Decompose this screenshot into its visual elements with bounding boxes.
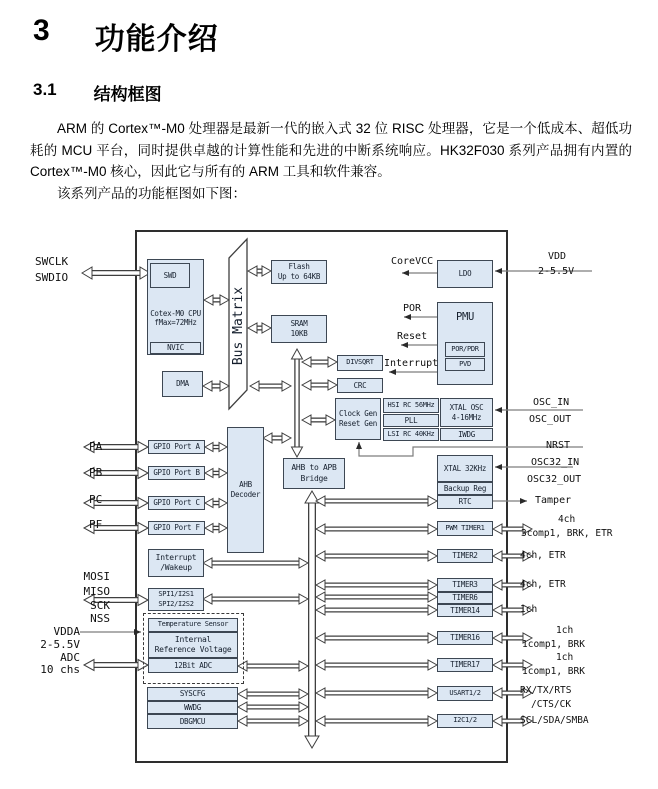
block-wwdg [147, 701, 238, 714]
block-timer3 [437, 578, 493, 592]
pin-usart-detail-1: RX/TX/RTS [520, 685, 572, 696]
subsection-number: 3.1 [33, 80, 57, 99]
pin-timer16-detail: 1comp1, BRK [522, 639, 585, 650]
section-number: 3 [33, 14, 51, 47]
ldo-label: LDO [458, 269, 472, 279]
block-gpio-c [148, 496, 205, 510]
block-dbgmcu [147, 714, 238, 729]
block-i2c [437, 714, 493, 728]
pin-timer14-detail: 1ch [520, 604, 538, 615]
interrupt-wakeup-label-2: /Wakeup [160, 563, 192, 572]
timer2-label: TIMER2 [452, 551, 478, 561]
paragraph-1: ARM 的 Cortex™-M0 处理器是最新一代的嵌入式 32 位 RISC 处理器，它是一个低成本、超低功耗的 MCU 平台，同时提供卓越的计算性能和先进的中断系统响应。HK32F030 系列产品拥有内置的 Cortex™-M0 核心，因此它与所有的 ARM 工具和软件兼容。 [30, 121, 632, 179]
pwm-timer1-label: PWM TIMER1 [445, 523, 485, 532]
divsqrt-label: DIVSQRT [346, 358, 374, 367]
block-timer2 [437, 549, 493, 563]
block-swd [150, 263, 190, 288]
pin-mosi: MOSI [83, 570, 110, 583]
pin-osc-out: OSC_OUT [529, 414, 572, 425]
pvd-label: PVD [459, 359, 471, 368]
timer17-label: TIMER17 [450, 660, 480, 670]
block-timer16 [437, 631, 493, 645]
pin-i2c-detail: SCL/SDA/SMBA [520, 715, 589, 726]
timer14-label: TIMER14 [450, 605, 480, 615]
clock-gen-label-1: Clock Gen [339, 409, 377, 419]
block-timer14 [437, 604, 493, 617]
swd-label: SWD [163, 270, 177, 280]
pin-timer16-ch: 1ch [556, 625, 574, 636]
block-divsqrt [337, 355, 383, 371]
wwdg-label: WWDG [184, 702, 201, 712]
i2c-label: I2C1/2 [453, 716, 477, 725]
nvic-label: NVIC [167, 343, 184, 353]
timer16-label: TIMER16 [450, 633, 480, 643]
timer3-label: TIMER3 [452, 580, 478, 590]
block-interrupt-wakeup [148, 549, 204, 577]
block-syscfg [147, 687, 238, 701]
pmu-label: PMU [455, 311, 475, 323]
block-adc [148, 658, 238, 673]
block-clock-gen [335, 398, 381, 440]
por-pdr-label: POR/PDR [451, 344, 479, 353]
pin-vdd: VDD [548, 251, 567, 262]
pin-osc32-out: OSC32_OUT [527, 474, 582, 485]
section-title: 功能介绍 [94, 23, 219, 56]
block-temp-sensor [148, 618, 238, 632]
block-pwm-timer1 [437, 521, 493, 536]
pin-swclk: SWCLK [35, 255, 69, 268]
ahb-decoder-label-1: AHB [239, 480, 252, 490]
pin-usart-detail-2: /CTS/CK [531, 699, 572, 710]
dma-label: DMA [176, 379, 189, 389]
block-dma [162, 371, 203, 397]
block-ahb-decoder [227, 427, 264, 553]
label-corevcc: CoreVCC [391, 256, 434, 267]
gpio-f-label: GPIO Port F [153, 523, 200, 533]
usart-label: USART1/2 [449, 688, 481, 697]
pin-adc-channels: 10 chs [40, 663, 80, 676]
block-usart [437, 686, 493, 701]
spi-label-1: SPI1/I2S1 [158, 590, 194, 599]
pin-vdda-range: 2-5.5V [40, 638, 80, 651]
syscfg-label: SYSCFG [179, 689, 206, 699]
clock-gen-label-2: Reset Gen [339, 419, 377, 428]
block-backup-reg [437, 482, 493, 495]
hsi-label: HSI RC 56MHz [387, 400, 435, 409]
block-gpio-f [148, 521, 205, 535]
label-reset: Reset [397, 331, 428, 342]
internal-ref-label-2: Reference Voltage [154, 645, 232, 654]
block-xtal-osc [440, 398, 493, 427]
cpu-label-1: Cotex-M0 CPU [150, 308, 201, 318]
block-ahb-apb-bridge [283, 458, 345, 489]
pin-osc32-in: OSC32_IN [531, 457, 580, 468]
iwdg-label: IWDG [458, 429, 475, 439]
ahb-decoder-label-2: Decoder [230, 490, 261, 499]
spi-label-2: SPI2/I2S2 [158, 599, 194, 608]
xtal-osc-label-2: 4-16MHz [451, 412, 482, 422]
sram-label-1: SRAM [290, 319, 308, 329]
pin-sck: SCK [90, 599, 110, 612]
block-gpio-b [148, 466, 205, 480]
pin-nss: NSS [90, 612, 110, 625]
lsi-label: LSI RC 40KHz [387, 429, 435, 438]
gpio-c-label: GPIO Port C [153, 498, 200, 508]
block-spi [148, 588, 204, 611]
pin-tamper: Tamper [535, 495, 572, 506]
sram-label-2: 10KB [290, 329, 308, 338]
block-pll [383, 414, 439, 427]
pin-swdio: SWDIO [35, 271, 69, 284]
block-ldo [437, 260, 493, 288]
pin-vdda: VDDA [53, 625, 80, 638]
block-nvic [150, 342, 201, 354]
interrupt-wakeup-label-1: Interrupt [155, 552, 197, 562]
pin-pc: PC [89, 493, 103, 506]
dbgmcu-label: DBGMCU [179, 716, 206, 726]
block-rtc [437, 495, 493, 509]
block-sram [271, 315, 327, 343]
pin-timer1-ch: 4ch [558, 514, 576, 525]
pin-nrst: NRST [546, 440, 571, 451]
pin-pb: PB [89, 466, 103, 479]
pin-osc-in: OSC_IN [533, 397, 570, 408]
label-por: POR [403, 303, 422, 314]
pin-timer17-detail: 1comp1, BRK [522, 666, 585, 677]
block-flash [271, 260, 327, 284]
bridge-label-2: Bridge [300, 473, 328, 483]
pin-miso: MISO [83, 585, 110, 598]
pin-timer1-detail: 3comp1, BRK, ETR [521, 528, 613, 539]
gpio-a-label: GPIO Port A [153, 442, 200, 452]
block-por-pdr [445, 342, 485, 357]
block-gpio-a [148, 440, 205, 454]
pin-adc: ADC [60, 651, 80, 664]
block-hsi [383, 398, 439, 413]
xtal32-label: XTAL 32KHz [443, 463, 487, 473]
backup-reg-label: Backup Reg [443, 483, 487, 493]
block-timer6 [437, 592, 493, 604]
bridge-label-1: AHB to APB [291, 463, 337, 473]
paragraph-2: 该系列产品的功能框图如下图： [57, 185, 246, 201]
block-iwdg [440, 428, 493, 441]
crc-label: CRC [353, 380, 367, 390]
timer6-label: TIMER6 [452, 593, 478, 603]
pin-timer2-detail: 4ch, ETR [520, 550, 566, 561]
block-lsi [383, 428, 439, 441]
flash-label-1: Flash [288, 262, 310, 272]
flash-label-2: Up to 64KB [277, 272, 321, 281]
pin-pf: PF [89, 518, 103, 531]
rtc-label: RTC [458, 497, 472, 507]
pll-label: PLL [404, 415, 418, 425]
xtal-osc-label-1: XTAL OSC [449, 402, 484, 412]
pin-pa: PA [89, 440, 103, 453]
label-interrupt: Interrupt [384, 358, 439, 369]
block-pvd [445, 358, 485, 371]
gpio-b-label: GPIO Port B [153, 468, 200, 478]
adc-label: 12Bit ADC [174, 660, 212, 670]
pin-vdd-range: 2-5.5V [538, 266, 575, 277]
temp-sensor-label: Temperature Sensor [157, 620, 229, 629]
internal-ref-label-1: Internal [174, 634, 212, 644]
pin-timer17-ch: 1ch [556, 652, 574, 663]
block-timer17 [437, 658, 493, 672]
cpu-label-2: fMax=72MHz [154, 318, 197, 328]
block-crc [337, 378, 383, 393]
block-xtal32 [437, 455, 493, 482]
block-internal-ref [148, 632, 238, 658]
subsection-title: 结构框图 [93, 85, 162, 104]
bus-matrix-label: Bus Matrix [231, 286, 246, 366]
pin-timer3-detail: 4ch, ETR [520, 579, 566, 590]
